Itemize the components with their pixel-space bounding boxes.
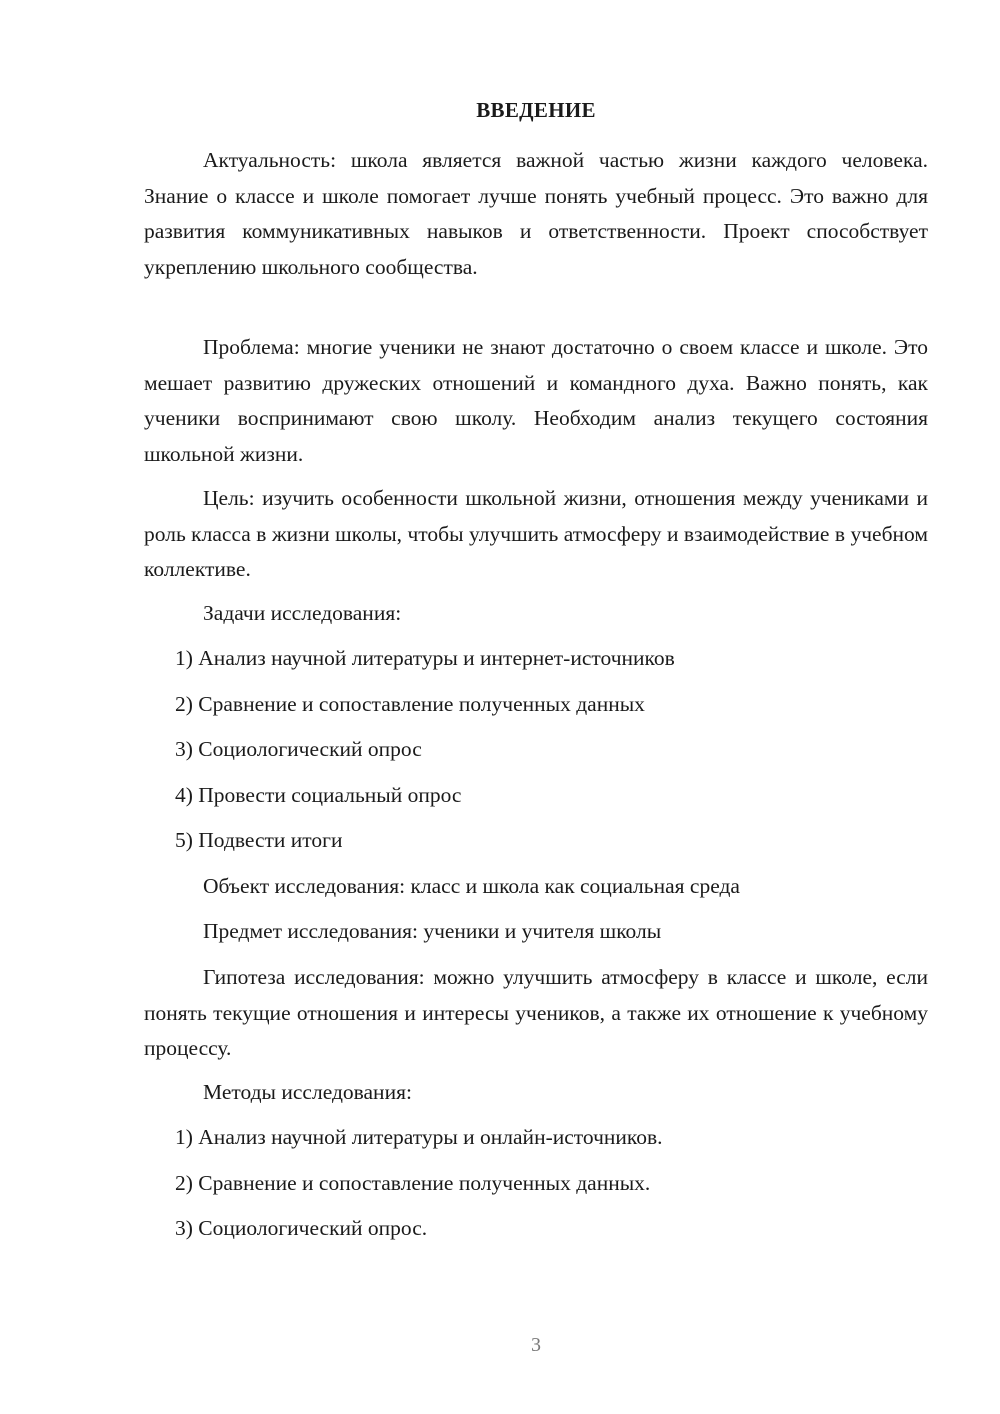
task-item-5: 5) Подвести итоги <box>175 828 343 852</box>
hypothesis-paragraph: Гипотеза исследования: можно улучшить атмосферу в классе и школе, если понять текущие отношения и интересы учеников, а также их отношение к учебному процессу. <box>144 965 928 1060</box>
goal-paragraph: Цель: изучить особенности школьной жизни, отношения между учениками и роль класса в жизни школы, чтобы улучшить атмосферу и взаимодействие в учебном коллективе. <box>144 486 928 581</box>
task-item-1: 1) Анализ научной литературы и интернет-источников <box>175 646 675 670</box>
task-item-2: 2) Сравнение и сопоставление полученных данных <box>175 692 645 716</box>
task-item-4: 4) Провести социальный опрос <box>175 783 462 807</box>
problem-paragraph: Проблема: многие ученики не знают достаточно о своем классе и школе. Это мешает развитию дружеских отношений и командного духа. Важно понять, как ученики воспринимают свою школу. Необходим анализ текущего состояния школьной жизни. <box>144 335 928 466</box>
task-item-3: 3) Социологический опрос <box>175 737 422 761</box>
methods-heading: Методы исследования: <box>203 1080 412 1104</box>
research-object: Объект исследования: класс и школа как социальная среда <box>203 874 740 898</box>
method-item-2: 2) Сравнение и сопоставление полученных данных. <box>175 1171 651 1195</box>
section-title: ВВЕДЕНИЕ <box>476 98 596 122</box>
tasks-heading: Задачи исследования: <box>203 601 402 625</box>
page-number: 3 <box>531 1334 541 1356</box>
relevance-paragraph: Актуальность: школа является важной частью жизни каждого человека. Знание о классе и школе помогает лучше понять учебный процесс. Это важно для развития коммуникативных навыков и ответственности. Проект способствует укреплению школьного сообщества. <box>144 148 928 279</box>
document-page <box>144 0 928 1414</box>
method-item-3: 3) Социологический опрос. <box>175 1216 428 1240</box>
research-subject: Предмет исследования: ученики и учителя школы <box>203 919 662 943</box>
method-item-1: 1) Анализ научной литературы и онлайн-источников. <box>175 1125 663 1149</box>
